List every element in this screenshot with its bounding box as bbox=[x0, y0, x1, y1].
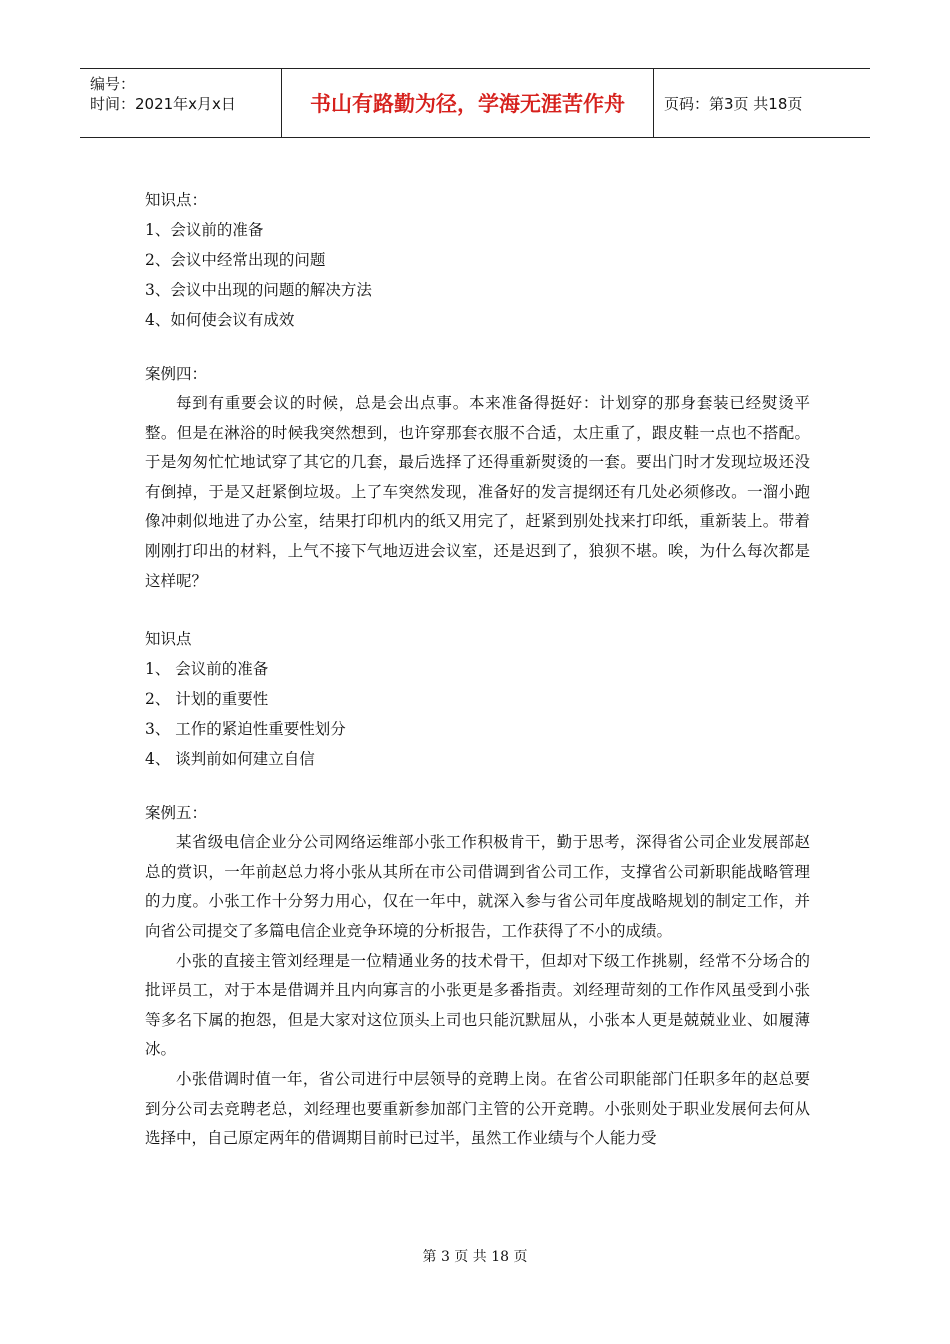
header-motto: 书山有路勤为径，学海无涯苦作舟 bbox=[282, 69, 654, 137]
section1-title: 知识点： bbox=[145, 191, 208, 209]
list-item: 1、 会议前的准备 bbox=[145, 660, 269, 679]
header-meta bbox=[80, 69, 282, 137]
list-item: 3、 工作的紧迫性重要性划分 bbox=[145, 720, 346, 739]
list-item: 4、 谈判前如何建立自信 bbox=[145, 750, 315, 769]
page-header bbox=[80, 68, 870, 138]
number-label: 编号： bbox=[90, 75, 136, 93]
section2-title: 知识点 bbox=[145, 630, 192, 649]
case5-title: 案例五： bbox=[145, 804, 208, 823]
list-item: 3、会议中出现的问题的解决方法 bbox=[145, 281, 372, 299]
list-item: 2、 计划的重要性 bbox=[145, 690, 269, 709]
case5-paragraph: 某省级电信企业分公司网络运维部小张工作积极肯干，勤于思考，深得省公司企业发展部赵总的赏识，一年前赵总力将小张从其所在市公司借调到省公司工作，支撑省公司新职能战略管理的力度。小张工作十分努力用心，仅在一年中，就深入参与省公司年度战略规划的制定工作，并向省公司提交了多篇电信企业竞争环境的分析报告，工作获得了不小的成绩。 bbox=[145, 833, 810, 940]
case4-paragraph: 每到有重要会议的时候，总是会出点事。本来准备得挺好：计划穿的那身套装已经熨烫平整。但是在淋浴的时候我突然想到，也许穿那套衣服不合适，太庄重了，跟皮鞋一点也不搭配。于是匆匆忙忙地试穿了其它的几套，最后选择了还得重新熨烫的一套。要出门时才发现垃圾还没有倒掉，于是又赶紧倒垃圾。上了车突然发现，准备好的发言提纲还有几处必须修改。一溜小跑像冲刺似地进了办公室，结果打印机内的纸又用完了，赶紧到别处找来打印纸，重新装上。带着刚刚打印出的材料，上气不接下气地迈进会议室，还是迟到了，狼狈不堪。唉，为什么每次都是这样呢？ bbox=[145, 394, 810, 590]
case5-paragraph: 小张借调时值一年，省公司进行中层领导的竞聘上岗。在省公司职能部门任职多年的赵总要到分公司去竞聘老总，刘经理也要重新参加部门主管的公开竞聘。小张则处于职业发展何去何从选择中，自己原定两年的借调期目前时已过半，虽然工作业绩与个人能力受 bbox=[145, 1069, 810, 1148]
time-label: 时间：2021年x月x日 bbox=[90, 95, 236, 113]
list-item: 1、会议前的准备 bbox=[145, 221, 264, 239]
header-page-info: 页码：第3页 共18页 bbox=[664, 94, 803, 113]
document-body bbox=[145, 185, 810, 1154]
list-item: 4、如何使会议有成效 bbox=[145, 311, 295, 329]
case5-paragraph: 小张的直接主管刘经理是一位精通业务的技术骨干，但却对下级工作挑剔，经常不分场合的批评员工，对于本是借调并且内向寡言的小张更是多番指责。刘经理苛刻的工作作风虽受到小张等多名下属的抱怨，但是大家对这位顶头上司也只能沉默屈从，小张本人更是兢兢业业、如履薄冰。 bbox=[145, 951, 810, 1059]
page-footer: 第 3 页 共 18 页 bbox=[422, 1249, 528, 1265]
case4-title: 案例四： bbox=[145, 365, 208, 383]
list-item: 2、会议中经常出现的问题 bbox=[145, 251, 326, 269]
